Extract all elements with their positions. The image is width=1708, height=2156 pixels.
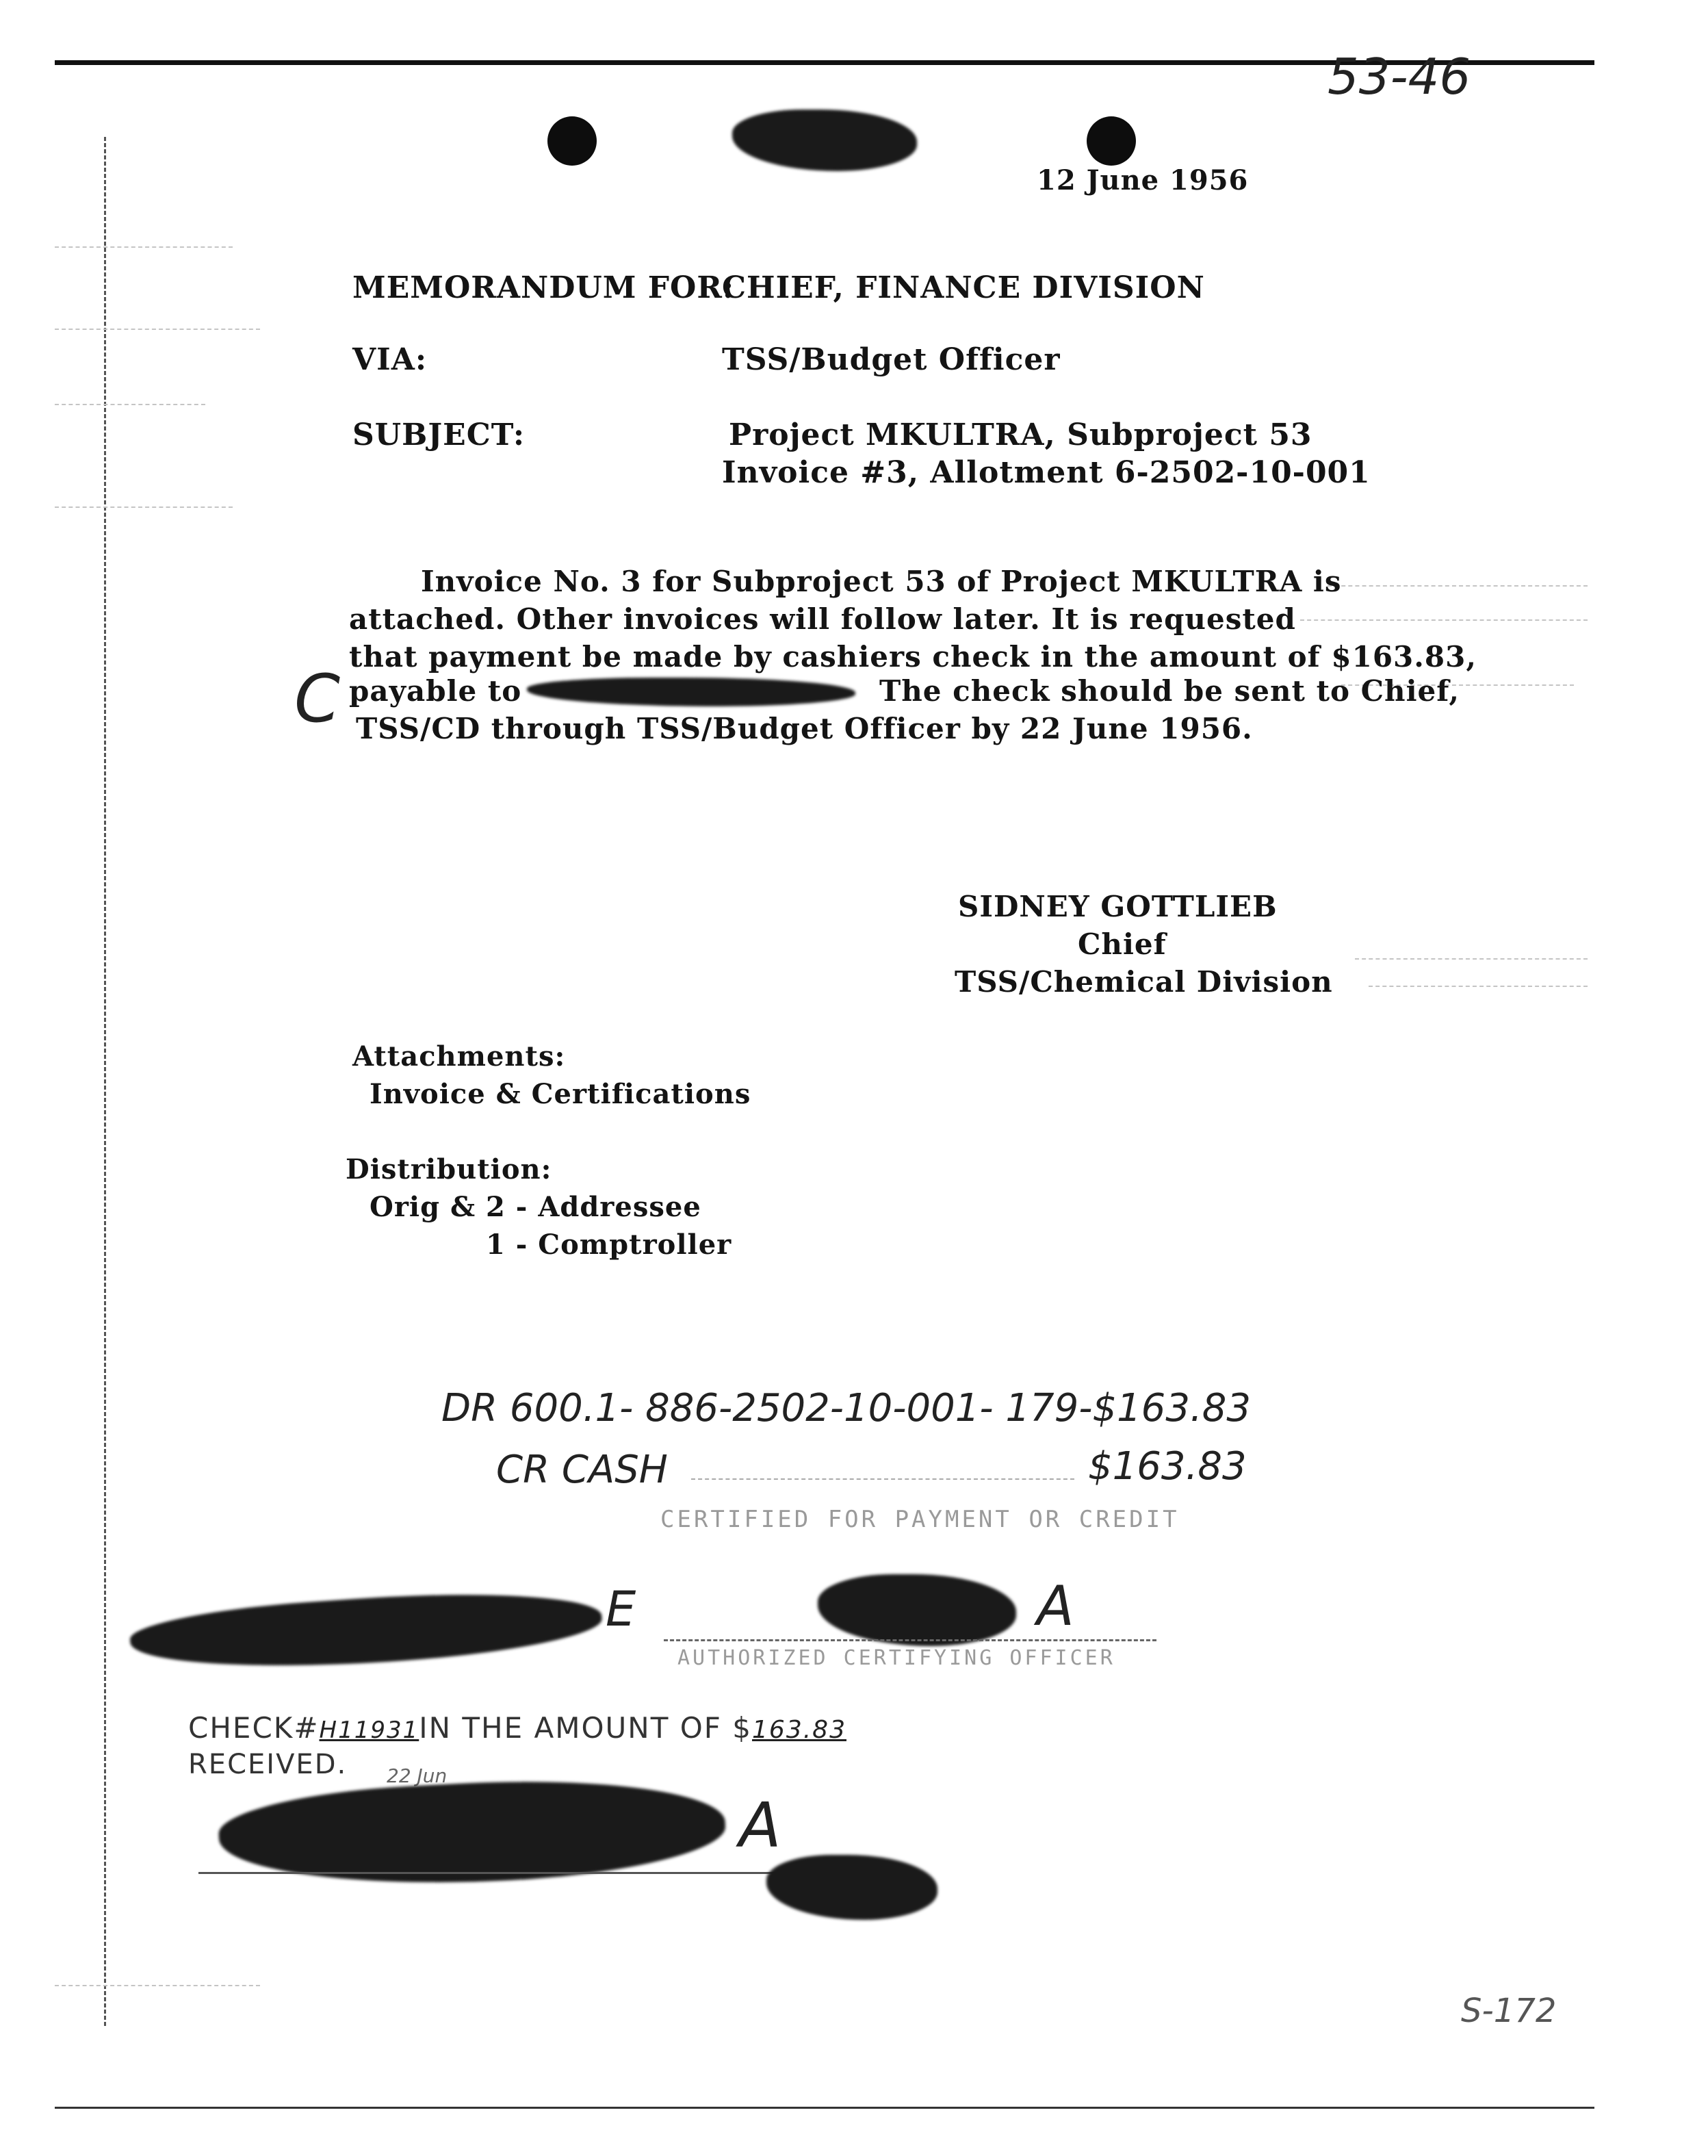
check-number: H11931	[319, 1717, 419, 1744]
via-label: VIA:	[352, 342, 428, 377]
scan-dash	[55, 404, 205, 405]
authorized-stamp: AUTHORIZED CERTIFYING OFFICER	[677, 1646, 1115, 1670]
via-value: TSS/Budget Officer	[722, 342, 1061, 377]
scan-dash	[1355, 958, 1588, 960]
attachments-label: Attachments:	[352, 1040, 566, 1073]
distribution-line-1: Orig & 2 - Addressee	[370, 1191, 701, 1223]
header-redaction	[732, 110, 917, 171]
payee-redaction	[527, 678, 855, 706]
scan-dash	[55, 329, 260, 330]
initial-a-2: A	[739, 1790, 781, 1862]
check-line	[188, 1711, 846, 1745]
signer-name: SIDNEY GOTTLIEB	[958, 890, 1278, 923]
subject-label: SUBJECT:	[352, 418, 526, 452]
body-line-1: Invoice No. 3 for Subproject 53 of Project MKULTRA is	[421, 565, 1342, 598]
scan-dash	[1300, 619, 1588, 621]
footer-mark: S-172	[1461, 1992, 1557, 2030]
scan-dash	[55, 1985, 260, 1986]
scan-dash	[1328, 585, 1588, 587]
certified-stamp: CERTIFIED FOR PAYMENT OR CREDIT	[660, 1506, 1180, 1533]
signature-redaction-1	[129, 1582, 604, 1680]
hole-punch-right	[1087, 116, 1136, 166]
attachments-item: Invoice & Certifications	[370, 1078, 751, 1110]
scan-dash	[55, 246, 233, 248]
signer-division: TSS/Chemical Division	[955, 965, 1333, 999]
scan-dash	[1369, 986, 1588, 987]
check-mid: IN THE AMOUNT OF $	[419, 1711, 753, 1745]
signature-redaction-3	[217, 1770, 728, 1896]
initial-a-1: A	[1037, 1574, 1074, 1638]
check-amount: 163.83	[752, 1716, 846, 1744]
subject-line-2: Invoice #3, Allotment 6-2502-10-001	[722, 455, 1371, 490]
received-label: RECEIVED.	[188, 1749, 348, 1780]
bottom-border-line	[55, 2107, 1594, 2109]
credit-rule	[691, 1478, 1074, 1480]
initial-e: E	[606, 1581, 636, 1637]
memo-date: 12 June 1956	[1037, 164, 1249, 196]
credit-label: CR CASH	[496, 1448, 668, 1492]
signature-redaction-2	[818, 1574, 1016, 1646]
margin-mark: C	[294, 660, 341, 737]
scan-dash	[55, 506, 233, 508]
distribution-label: Distribution:	[346, 1153, 552, 1185]
received-date: 22 Jun	[387, 1764, 448, 1787]
doc-number: 53-46	[1328, 48, 1471, 105]
check-prefix: CHECK#	[188, 1711, 320, 1745]
hole-punch-left	[547, 116, 597, 166]
received-rule	[198, 1872, 828, 1874]
signature-redaction-4	[766, 1855, 937, 1920]
body-line-5: TSS/CD through TSS/Budget Officer by 22 June 1956.	[356, 712, 1253, 745]
memo-for-value: CHIEF, FINANCE DIVISION	[722, 270, 1205, 305]
memo-for-label: MEMORANDUM FOR:	[352, 270, 735, 305]
signer-title: Chief	[1078, 927, 1167, 961]
body-line-3: that payment be made by cashiers check in the amount of $163.83,	[349, 640, 1477, 673]
body-line-2: attached. Other invoices will follow later. It is requested	[349, 602, 1296, 636]
credit-amount: $163.83	[1088, 1444, 1247, 1489]
body-line-4-pre: payable to	[349, 674, 522, 708]
debit-line: DR 600.1- 886-2502-10-001- 179-$163.83	[441, 1386, 1251, 1430]
body-line-4-post: The check should be sent to Chief,	[879, 674, 1460, 708]
distribution-line-2: 1 - Comptroller	[486, 1229, 732, 1261]
left-margin-line	[104, 137, 106, 2026]
authorized-rule	[664, 1639, 1156, 1641]
subject-line-1: Project MKULTRA, Subproject 53	[729, 418, 1312, 452]
